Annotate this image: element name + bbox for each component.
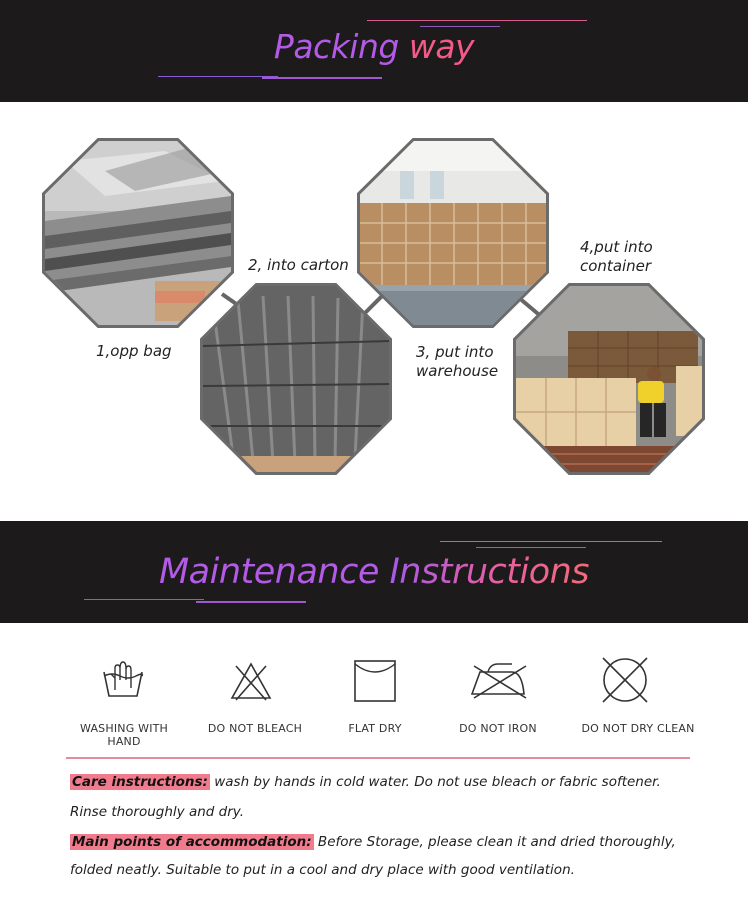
do-not-iron-label: DO NOT IRON: [459, 722, 537, 735]
decorative-line: [440, 541, 662, 542]
step-3-label-line-2: warehouse: [416, 362, 499, 380]
do-not-bleach-label: DO NOT BLEACH: [207, 722, 303, 735]
decorative-line: [84, 599, 204, 600]
main-points-heading: Main points of accommodation:: [72, 834, 312, 850]
step-3-label-line-1: 3, put into: [416, 343, 494, 361]
care-instructions-paragraph: [70, 774, 661, 790]
title-word-2: Instructions: [389, 552, 590, 592]
decorative-line: [476, 547, 586, 548]
title-word-2: way: [408, 27, 475, 66]
title-word-1: Maintenance: [158, 552, 390, 592]
step-1-label: 1,opp bag: [96, 342, 172, 360]
title-word-1: Packing: [273, 27, 409, 66]
divider: [66, 757, 690, 759]
washing-with-hand-icon: [100, 658, 146, 709]
main-points-text: Before Storage, please clean it and dried thoroughly,: [313, 834, 676, 850]
care-instructions-heading: Care instructions:: [72, 774, 208, 790]
main-points-paragraph: [70, 834, 676, 850]
maintenance-instructions-title: [0, 552, 748, 592]
do-not-dry-clean-icon: [597, 658, 653, 711]
decorative-line: [158, 76, 278, 77]
step-2-label: 2, into carton: [248, 256, 349, 274]
into-carton-photo: [200, 283, 392, 475]
opp-bag-photo: [42, 138, 234, 328]
packing-way-banner: [0, 0, 748, 102]
decorative-line: [262, 77, 382, 79]
washing-with-hand-label: WASHING WITH HAND: [79, 722, 169, 748]
into-carton-image: [203, 286, 389, 472]
container-image: [516, 286, 702, 472]
care-instructions-text: wash by hands in cold water. Do not use bleach or fabric softener.: [209, 774, 661, 790]
main-points-line-2: folded neatly. Suitable to put in a cool and dry place with good ventilation.: [70, 862, 575, 878]
step-3-label: [416, 343, 498, 381]
do-not-bleach-icon: [228, 658, 274, 709]
maintenance-instructions-banner: [0, 521, 748, 623]
opp-bag-image: [45, 141, 231, 325]
container-photo: [513, 283, 705, 475]
do-not-iron-icon: [468, 658, 530, 709]
do-not-dry-clean-label: DO NOT DRY CLEAN: [581, 722, 695, 735]
flat-dry-label: FLAT DRY: [348, 722, 402, 735]
flat-dry-icon: [352, 658, 398, 709]
step-4-label: [580, 238, 653, 276]
care-instructions-line-2: Rinse thoroughly and dry.: [70, 804, 244, 820]
warehouse-photo: [357, 138, 549, 328]
step-4-label-line-1: 4,put into: [580, 238, 653, 256]
decorative-line: [196, 601, 306, 603]
decorative-line: [367, 20, 587, 21]
step-4-label-line-2: container: [580, 257, 652, 275]
packing-way-title: [0, 27, 748, 66]
warehouse-image: [360, 141, 546, 325]
